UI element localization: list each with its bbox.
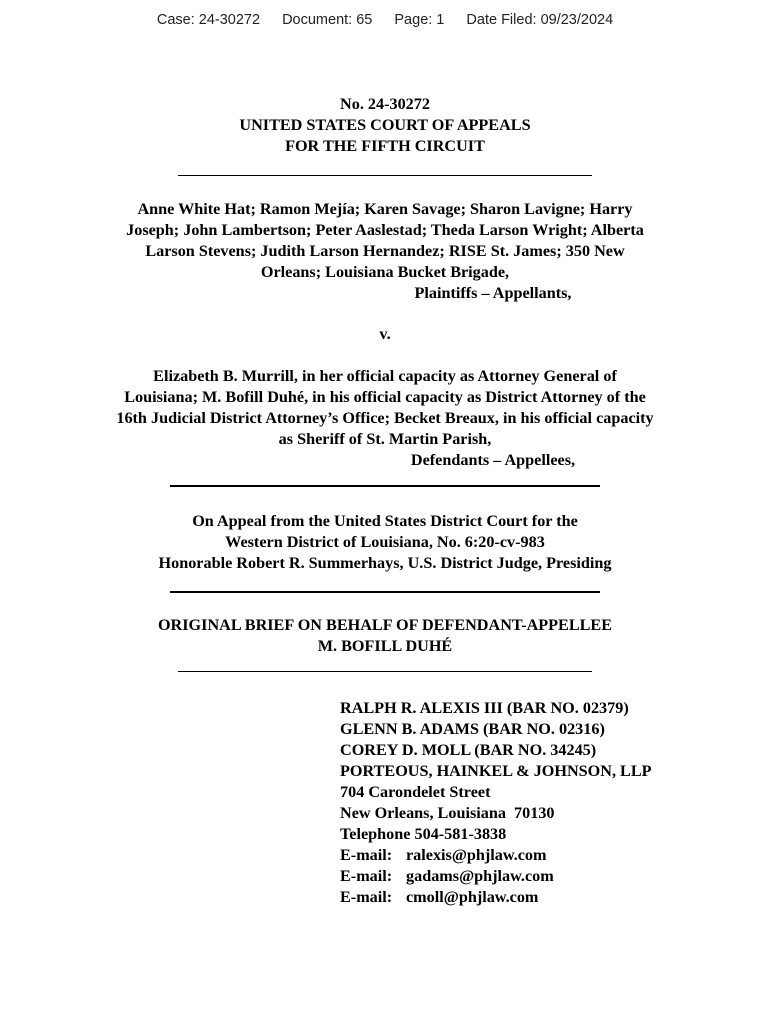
email-row <box>340 887 652 908</box>
email-label: E-mail: <box>340 846 393 864</box>
header-page-number: Page: 1 <box>394 12 445 28</box>
page-header <box>0 12 770 28</box>
street-address: 704 Carondelet Street <box>340 783 491 801</box>
plaintiffs-line: Orleans; Louisiana Bucket Brigade, <box>260 263 510 281</box>
email-label: E-mail: <box>340 888 393 906</box>
counsel-block <box>340 698 652 908</box>
appeal-block <box>0 511 770 574</box>
defendants-line: Elizabeth B. Murrill, in her official capacity as Attorney General of <box>153 367 617 385</box>
versus: v. <box>379 325 391 343</box>
court-block <box>0 94 770 157</box>
header-document-number: Document: 65 <box>282 12 373 28</box>
email-label: E-mail: <box>340 867 393 885</box>
attorney-name: RALPH R. ALEXIS III (BAR NO. 02379) <box>340 699 629 717</box>
plaintiffs-block <box>0 199 770 304</box>
divider-rule <box>170 485 600 487</box>
docket-number: No. 24-30272 <box>340 95 430 113</box>
brief-title-line: M. BOFILL DUHÉ <box>317 637 453 655</box>
plaintiffs-line: Joseph; John Lambertson; Peter Aaslestad; Theda Larson Wright; Alberta <box>126 221 644 239</box>
divider-rule <box>170 591 600 593</box>
court-name: UNITED STATES COURT OF APPEALS <box>239 116 531 134</box>
appeal-line: On Appeal from the United States District Court for the <box>192 512 578 530</box>
telephone: Telephone 504-581-3838 <box>340 825 507 843</box>
email-address: gadams@phjlaw.com <box>406 867 554 885</box>
defendants-line: as Sheriff of St. Martin Parish, <box>278 430 492 448</box>
defendants-line: Louisiana; M. Bofill Duhé, in his official capacity as District Attorney of the <box>124 388 646 406</box>
email-address: cmoll@phjlaw.com <box>406 888 539 906</box>
defendants-line: 16th Judicial District Attorney’s Office; Becket Breaux, in his official capacity <box>116 409 654 427</box>
divider-rule <box>178 671 592 672</box>
brief-title <box>0 615 770 657</box>
header-case-number: Case: 24-30272 <box>156 12 261 28</box>
city-state-zip: New Orleans, Louisiana 70130 <box>340 804 555 822</box>
appeal-line: Honorable Robert R. Summerhays, U.S. District Judge, Presiding <box>158 554 612 572</box>
attorney-name: GLENN B. ADAMS (BAR NO. 02316) <box>340 720 605 738</box>
firm-name: PORTEOUS, HAINKEL & JOHNSON, LLP <box>340 762 652 780</box>
plaintiffs-line: Anne White Hat; Ramon Mejía; Karen Savage; Sharon Lavigne; Harry <box>137 200 633 218</box>
brief-title-line: ORIGINAL BRIEF ON BEHALF OF DEFENDANT-APPELLEE <box>157 616 613 634</box>
plaintiffs-role: Plaintiffs – Appellants, <box>414 284 572 302</box>
plaintiffs-line: Larson Stevens; Judith Larson Hernandez; RISE St. James; 350 New <box>145 242 625 260</box>
attorney-name: COREY D. MOLL (BAR NO. 34245) <box>340 741 597 759</box>
defendants-role: Defendants – Appellees, <box>410 451 576 469</box>
divider-rule <box>178 175 592 176</box>
court-circuit: FOR THE FIFTH CIRCUIT <box>285 137 485 155</box>
appeal-line: Western District of Louisiana, No. 6:20-cv-983 <box>225 533 545 551</box>
email-address: ralexis@phjlaw.com <box>406 846 547 864</box>
email-row <box>340 866 652 887</box>
email-row <box>340 845 652 866</box>
header-date-filed: Date Filed: 09/23/2024 <box>466 12 614 28</box>
defendants-block <box>0 366 770 471</box>
